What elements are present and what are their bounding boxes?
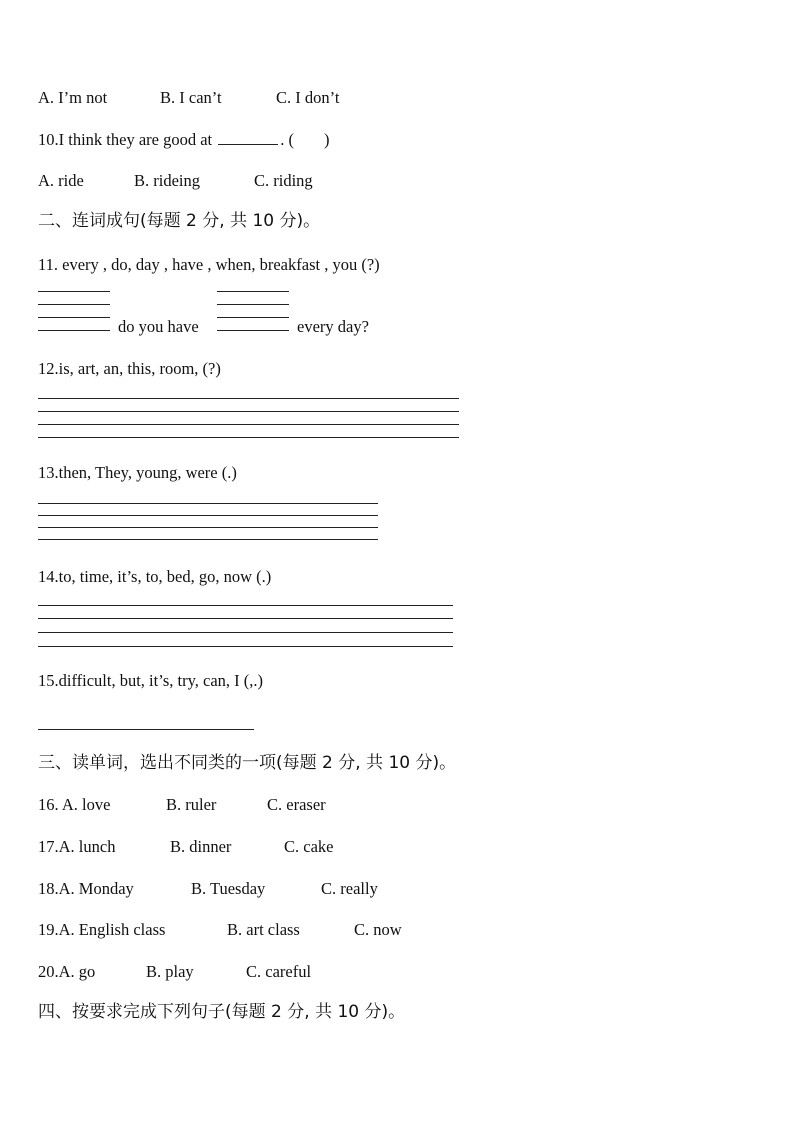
q15-answer-line[interactable] [38, 729, 254, 730]
q14-answer-line[interactable] [38, 618, 453, 619]
q11-blank-2-line[interactable] [217, 317, 289, 318]
q13-answer-line[interactable] [38, 527, 378, 528]
q11-stem: 11. every , do, day , have , when, breakfast , you (?) [38, 255, 380, 274]
q10-close-paren: ) [324, 130, 330, 149]
q11-blank-2-line[interactable] [217, 304, 289, 305]
q14-stem: 14.to, time, it’s, to, bed, go, now (.) [38, 567, 272, 586]
q19-option-c: C. now [354, 920, 402, 939]
q17-option-a: 17.A. lunch [38, 837, 116, 856]
q9-option-c: C. I don’t [276, 88, 340, 107]
q18-option-b: B. Tuesday [191, 879, 266, 898]
q17-option-c: C. cake [284, 837, 334, 856]
q19-option-a: 19.A. English class [38, 920, 166, 939]
q10-open-paren: . ( [280, 130, 294, 149]
q10-answer-blank[interactable] [218, 130, 278, 145]
q10-option-b: B. rideing [134, 171, 200, 190]
q10-stem [38, 130, 330, 150]
q15-stem: 15.difficult, but, it’s, try, can, I (,.) [38, 671, 263, 690]
q12-answer-line[interactable] [38, 424, 459, 425]
q14-answer-line[interactable] [38, 632, 453, 633]
q11-blank-1-line[interactable] [38, 291, 110, 292]
q18-option-c: C. really [321, 879, 378, 898]
q12-answer-line[interactable] [38, 398, 459, 399]
q11-mid-text: do you have [118, 317, 199, 336]
q10-option-c: C. riding [254, 171, 313, 190]
q11-blank-2-line[interactable] [217, 291, 289, 292]
q18-options [38, 879, 458, 899]
q11-blank-1-line[interactable] [38, 330, 110, 331]
section-4-heading: 四、按要求完成下列句子(每题 2 分, 共 10 分)。 [38, 1002, 406, 1022]
q10-stem-text: 10.I think they are good at [38, 130, 213, 149]
q13-answer-line[interactable] [38, 503, 378, 504]
q9-options [38, 88, 438, 108]
q10-option-a: A. ride [38, 171, 84, 190]
q18-option-a: 18.A. Monday [38, 879, 134, 898]
q14-answer-line[interactable] [38, 605, 453, 606]
q13-answer-line[interactable] [38, 515, 378, 516]
q16-option-b: B. ruler [166, 795, 217, 814]
q14-answer-line[interactable] [38, 646, 453, 647]
q19-option-b: B. art class [227, 920, 300, 939]
q10-options [38, 171, 438, 191]
q11-blank-1-line[interactable] [38, 304, 110, 305]
q13-answer-line[interactable] [38, 539, 378, 540]
q11-blank-2-line[interactable] [217, 330, 289, 331]
q16-option-a: 16. A. love [38, 795, 111, 814]
q12-answer-line[interactable] [38, 411, 459, 412]
section-3-heading: 三、读单词，选出不同类的一项(每题 2 分, 共 10 分)。 [38, 753, 457, 773]
q11-end-text: every day? [297, 317, 369, 336]
q11-blank-1-line[interactable] [38, 317, 110, 318]
q17-options [38, 837, 438, 857]
q20-options [38, 962, 458, 982]
q20-option-a: 20.A. go [38, 962, 96, 981]
section-2-heading: 二、连词成句(每题 2 分, 共 10 分)。 [38, 211, 321, 231]
q17-option-b: B. dinner [170, 837, 232, 856]
q16-option-c: C. eraser [267, 795, 326, 814]
q9-option-a: A. I’m not [38, 88, 108, 107]
q16-options [38, 795, 438, 815]
q20-option-c: C. careful [246, 962, 312, 981]
q13-stem: 13.then, They, young, were (.) [38, 463, 237, 482]
q12-stem: 12.is, art, an, this, room, (?) [38, 359, 221, 378]
q19-options [38, 920, 458, 940]
q9-option-b: B. I can’t [160, 88, 222, 107]
q12-answer-line[interactable] [38, 437, 459, 438]
q20-option-b: B. play [146, 962, 194, 981]
